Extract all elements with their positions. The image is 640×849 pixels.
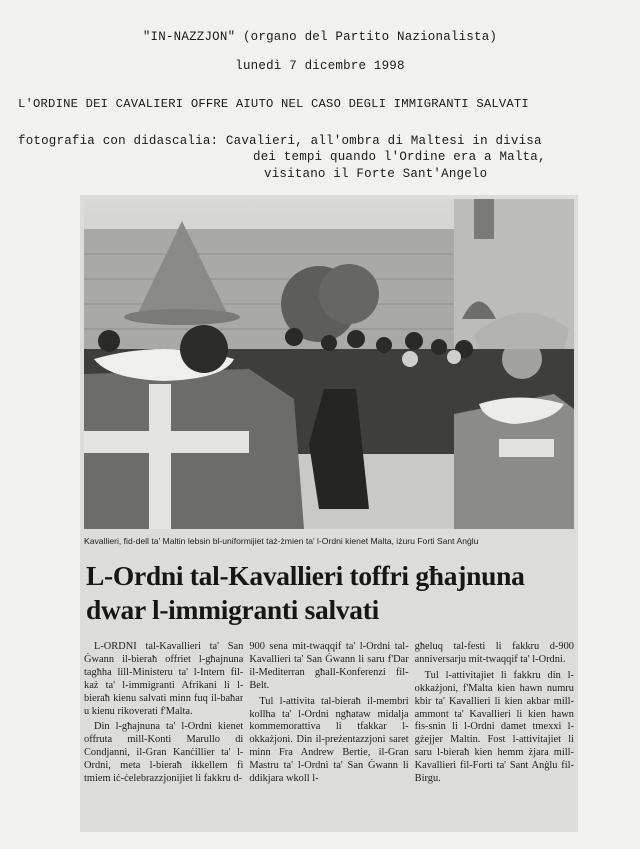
article-body [84, 641, 574, 827]
caption-line-3: visitano il Forte Sant'Angelo [264, 167, 488, 181]
article-paragraph: għeluq tal-festi li fakkru d-900 anniversarju mit-twaqqif ta' l-Ordni. [414, 641, 574, 665]
article-paragraph: Din l-għajnuna ta' l-Ordni kienet offruta mill-Konti Marullo di Condjanni, il-Gran Kanċillier ta' l-Ordni, meta l-bieraħ ikkellem fi tmiem iċ-ċelebrazzjonijiet li fakkru d- [84, 721, 244, 785]
article-paragraph: Tul l-attivita tal-bieraħ il-membri kollha ta' l-Ordni ngħataw midalja kommemorattiva li tfakkar l-okkażjoni. Din il-preżentazzjoni saret minn Fra Andrew Bertie, il-Gran Mastru ta' l-Ordni ta' San Ġwann li ddikjara wkoll l- [249, 695, 409, 785]
caption-line-2: dei tempi quando l'Ordine era a Malta, [253, 150, 546, 164]
article-column-3 [415, 641, 574, 827]
summary-title: L'ORDINE DEI CAVALIERI OFFRE AIUTO NEL CASO DEGLI IMMIGRANTI SALVATI [18, 97, 529, 111]
headline-line-1: L-Ordni tal-Kavallieri toffri għajnuna [86, 560, 525, 591]
newspaper-clipping [80, 195, 578, 832]
headline-line-2: dwar l-immigranti salvati [86, 594, 379, 625]
photo-caption: Kavallieri, fid-dell ta' Maltin lebsin bl-uniformijiet taż-żmien ta' l-Ordni kienet Malta, iżuru Forti Sant Anġlu [84, 536, 479, 546]
news-photo [84, 199, 574, 529]
article-paragraph: Tul l-attivitajiet li fakkru din l-okkażjoni, f'Malta kien hawn numru kbir ta' Kavallieri li kien akbar mill-ammont ta' Kavallieri li kien hawn fis-snin li l-Ordni damet tmexxi l-gżejjer Maltin. Fost l-attivitajiet li saru l-bieraħ kien hemm żjara mill-Kavallieri fil-Forti ta' Sant Anġlu fil-Birgu. [414, 669, 574, 785]
publication-line: "IN-NAZZJON" (organo del Partito Nazionalista) [142, 30, 498, 44]
article-paragraph: 900 sena mit-twaqqif ta' l-Ordni tal-Kavallieri ta' San Ġwann li saru f'Dar il-Mediterran għall-Konferenzi fil-Belt. [249, 641, 409, 691]
article-column-1 [84, 641, 243, 827]
article-paragraph: L-ORDNI tal-Kavallieri ta' San Ġwann il-bieraħ offriet l-għajnuna tagħha lill-Ministeru ta' l-Intern fil-każ ta' l-immigranti Afrikani li l-bieraħ kienu salvati minn fuq il-baħar u kienu rikoverati f'Malta. [84, 641, 244, 717]
article-column-2 [249, 641, 408, 827]
date-line: lunedì 7 dicembre 1998 [235, 59, 405, 73]
caption-line-1: fotografia con didascalia: Cavalieri, all'ombra di Maltesi in divisa [18, 134, 542, 148]
article-headline [86, 559, 572, 627]
